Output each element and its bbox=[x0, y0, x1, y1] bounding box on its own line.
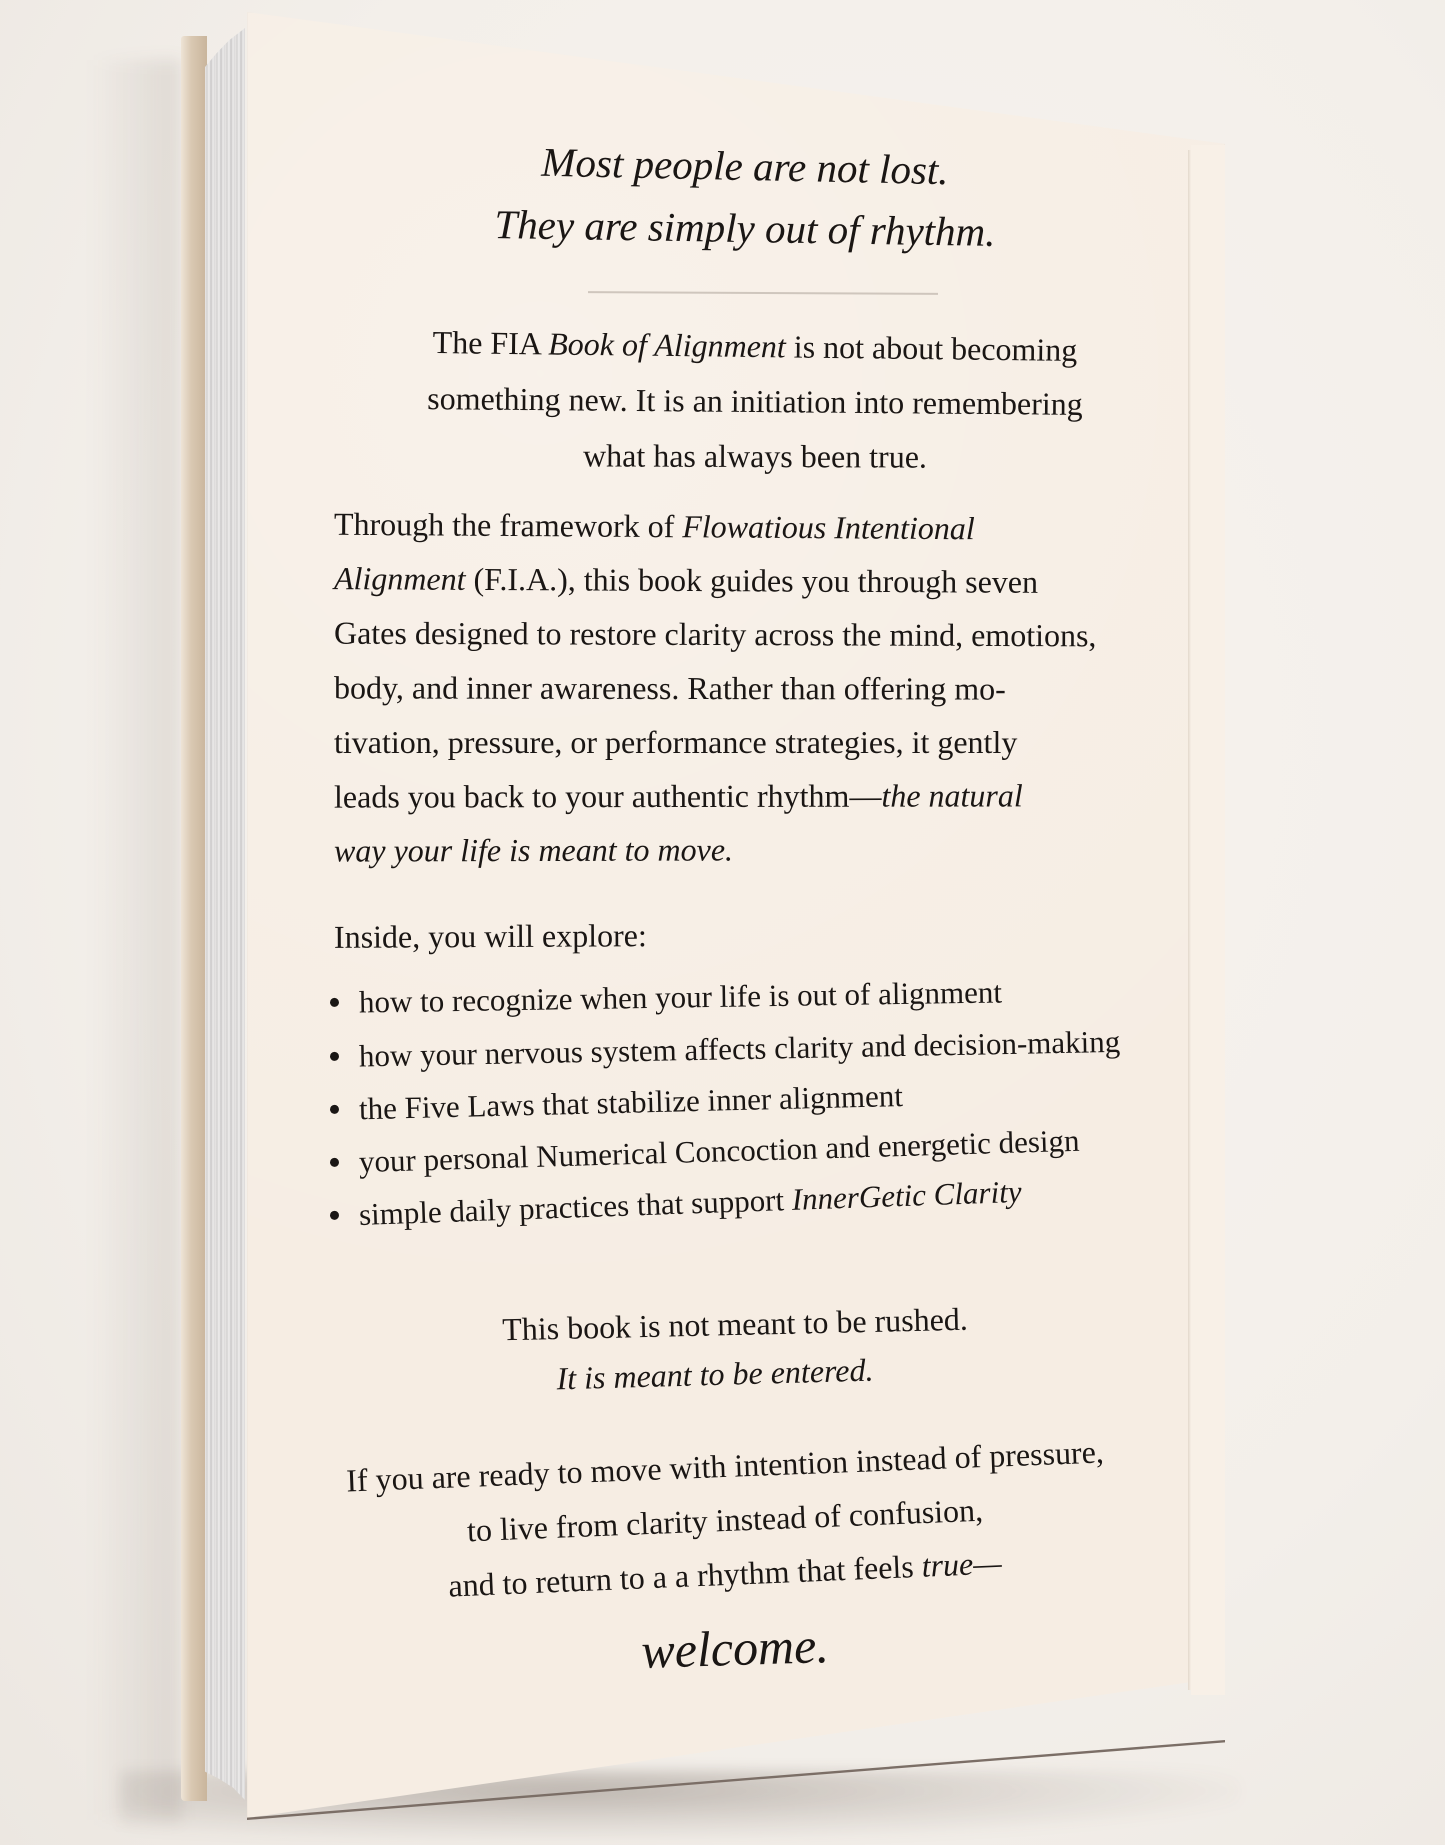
welcome-text: welcome. bbox=[640, 1617, 830, 1679]
book-title: Book of Alignment bbox=[548, 325, 787, 365]
bullet-dot-icon bbox=[330, 1105, 339, 1114]
intro-line-2: something new. It is an initiation into remembering bbox=[427, 380, 1083, 422]
book-side-shadow bbox=[90, 60, 180, 1820]
emphasis-text: the natural bbox=[881, 777, 1023, 814]
bullet-dot-icon bbox=[330, 1052, 339, 1061]
inside-heading: Inside, you will explore: bbox=[333, 917, 647, 955]
bullet-emphasis: InnerGetic Clarity bbox=[791, 1173, 1023, 1217]
bullet-text: how your nervous system affects clarity and decision-making bbox=[358, 1023, 1121, 1074]
cover-hinge-line bbox=[1188, 150, 1191, 1690]
body-text: (F.I.A.), this book guides you through seven bbox=[465, 560, 1039, 600]
tagline-line-1: Most people are not lost. bbox=[540, 138, 950, 194]
body-line-5: tivation, pressure, or performance strategies, it gently bbox=[334, 724, 1018, 760]
final-emphasis: true— bbox=[920, 1544, 1003, 1584]
intro-text: is not about becoming bbox=[785, 328, 1078, 368]
body-text: leads you back to your authentic rhythm— bbox=[333, 777, 882, 815]
body-line-3: Gates designed to restore clarity across the mind, emotions, bbox=[333, 614, 1097, 654]
bullet-text: how to recognize when your life is out of alignment bbox=[358, 974, 1003, 1020]
body-line-4: body, and inner awareness. Rather than offering mo- bbox=[333, 669, 1006, 707]
framework-name: Alignment bbox=[333, 560, 466, 597]
bullet-text: your personal Numerical Concoction and energetic design bbox=[358, 1122, 1080, 1180]
final-line-1: If you are ready to move with intention instead of pressure, bbox=[345, 1433, 1105, 1499]
body-line-1 bbox=[334, 498, 975, 554]
body-line-7: way your life is meant to move. bbox=[333, 831, 734, 869]
intro-text: The FIA bbox=[432, 324, 549, 362]
closing-line-2: It is meant to be entered. bbox=[556, 1351, 874, 1397]
bullet-text: simple daily practices that support bbox=[358, 1181, 793, 1232]
bullet-dot-icon bbox=[330, 1158, 339, 1167]
bullet-item bbox=[330, 967, 1003, 1028]
bullet-dot-icon bbox=[330, 998, 339, 1007]
tagline-line-2: They are simply out of rhythm. bbox=[494, 201, 996, 255]
closing-line-1: This book is not meant to be rushed. bbox=[501, 1300, 969, 1348]
bullet-text: the Five Laws that stabilize inner alignment bbox=[358, 1078, 904, 1127]
body-line-6 bbox=[334, 769, 1023, 822]
body-text: Through the framework of bbox=[333, 505, 683, 545]
intro-line-1 bbox=[340, 315, 1171, 377]
final-line-2: to live from clarity instead of confusion, bbox=[466, 1491, 984, 1549]
intro-line-3: what has always been true. bbox=[583, 437, 927, 475]
bullet-dot-icon bbox=[330, 1211, 339, 1220]
framework-name: Flowatious Intentional bbox=[682, 508, 975, 547]
book-back-board bbox=[181, 36, 207, 1801]
cover-right-strip bbox=[1191, 145, 1225, 1695]
body-line-2 bbox=[334, 552, 1038, 608]
book-page-edges bbox=[205, 28, 245, 1800]
final-text: and to return to a a rhythm that feels bbox=[447, 1547, 923, 1604]
